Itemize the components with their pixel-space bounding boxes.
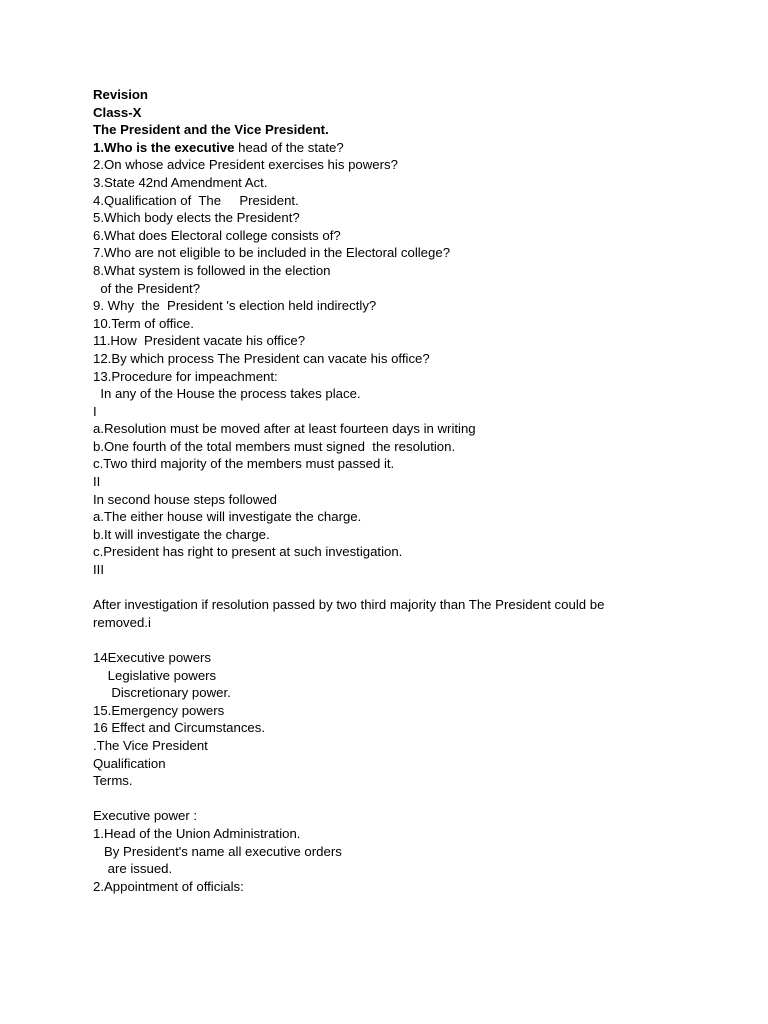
- document-line: a.The either house will investigate the charge.: [93, 509, 362, 525]
- document-line: By President's name all executive orders: [93, 843, 342, 859]
- document-line: I: [93, 403, 97, 419]
- document-line: Legislative powers: [93, 667, 217, 683]
- document-line: 13.Procedure for impeachment:: [93, 368, 278, 384]
- doc-title: Revision: [93, 87, 148, 102]
- subject-heading: The President and the Vice President.: [93, 122, 329, 138]
- document-line: In second house steps followed: [93, 491, 278, 507]
- document-line: 2.Appointment of officials:: [93, 878, 244, 894]
- document-line: 4.Qualification of The President.: [93, 192, 299, 208]
- document-line: 11.How President vacate his office?: [93, 333, 306, 349]
- document-line: 14Executive powers: [93, 650, 212, 665]
- document-line: 3.State 42nd Amendment Act.: [93, 174, 268, 190]
- document-lines: [93, 156, 733, 895]
- document-line: [93, 631, 733, 649]
- document-line: 8.What system is followed in the election: [93, 262, 331, 278]
- document-line: a.Resolution must be moved after at least fourteen days in writing: [93, 421, 476, 437]
- document-line: 7.Who are not eligible to be included in the Electoral college?: [93, 245, 451, 261]
- document-line: [93, 579, 733, 597]
- document-line: 1.Head of the Union Administration.: [93, 825, 301, 841]
- document-line: removed.i: [93, 614, 151, 630]
- question-1: [93, 139, 733, 157]
- document-line: 6.What does Electoral college consists of?: [93, 227, 341, 243]
- document-line: II: [93, 474, 101, 490]
- document-line: After investigation if resolution passed by two third majority than The President could be: [93, 597, 605, 613]
- document-line: are issued.: [93, 861, 173, 877]
- document-line: Executive power :: [93, 808, 198, 824]
- question-1-bold: 1.Who is the executive: [93, 139, 235, 155]
- document-line: of the President?: [93, 280, 201, 296]
- document-line: c.President has right to present at such investigation.: [93, 544, 403, 560]
- class-label: Class-X: [93, 104, 142, 120]
- question-1-rest: head of the state?: [234, 139, 344, 155]
- document-line: c.Two third majority of the members must passed it.: [93, 456, 395, 472]
- document-line: Discretionary power.: [93, 685, 231, 701]
- document-line: Terms.: [93, 773, 133, 789]
- document-line: 16 Effect and Circumstances.: [93, 720, 266, 736]
- document-line: Qualification: [93, 755, 166, 771]
- document-line: III: [93, 562, 104, 578]
- document-line: 9. Why the President 's election held indirectly?: [93, 298, 377, 314]
- document-line: b.It will investigate the charge.: [93, 526, 270, 542]
- document-line: In any of the House the process takes place.: [93, 386, 361, 402]
- document-body: [93, 86, 733, 895]
- document-line: [93, 790, 733, 808]
- document-line: 12.By which process The President can vacate his office?: [93, 350, 430, 366]
- document-line: b.One fourth of the total members must signed the resolution.: [93, 438, 456, 454]
- document-line: .The Vice President: [93, 737, 208, 753]
- document-line: 2.On whose advice President exercises his powers?: [93, 157, 398, 173]
- document-line: 10.Term of office.: [93, 315, 194, 331]
- document-line: 5.Which body elects the President?: [93, 210, 300, 226]
- document-line: 15.Emergency powers: [93, 702, 225, 718]
